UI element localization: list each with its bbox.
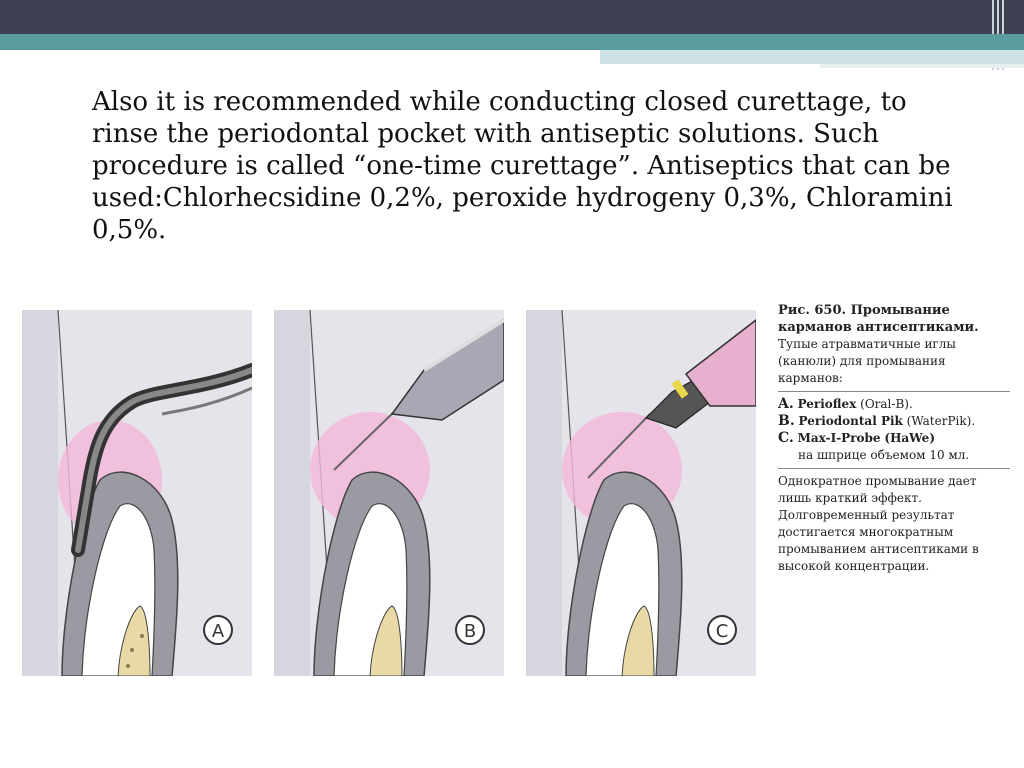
slide-body-text: Also it is recommended while conducting closed curettage, to rinse the periodontal pocket with antiseptic solutions. Such procedure is called “one-time curettage”. Antiseptics that can be used:Chlorhecsidine 0,2%, peroxide hydrogeny 0,3%, Chloramini 0,5%. [92,87,953,245]
figure-caption [778,302,1010,575]
panel-a-label: A [211,621,225,642]
caption-item-b: B. Periodontal Pik (WaterPik). [778,413,976,429]
slide-light-line [820,64,1024,68]
panel-c-label: C [715,621,729,642]
slide-light-band [600,50,1024,64]
caption-item-a: A. Perioflex (Oral-B). [778,396,913,412]
caption-item-c-note: на шприце объемом 10 мл. [798,448,970,462]
panel-c-illustration [526,310,756,676]
panel-b-illustration [274,310,504,676]
slide-teal-band [0,34,1024,50]
caption-description: Тупые атравматичные иглы (канюли) для промывания карманов: [778,337,956,385]
caption-item-c: C. Max-I-Probe (HaWe) [778,430,935,446]
periodontal-pocket-rinsing-figure [22,302,1002,682]
caption-footer: Однократное промывание дает лишь краткий эффект. Долговременный результат достигается многократным промыванием антисептиками в высокой концентрации. [778,474,979,573]
caption-heading: Рис. 650. Промывание карманов антисептиками. [778,303,979,335]
panel-a-illustration [22,310,252,676]
panel-b-label: B [463,621,477,642]
caption-divider-2 [778,468,1010,469]
slide-top-bar [0,0,1024,34]
caption-divider [778,391,1010,392]
caption-item-list [778,396,1010,447]
